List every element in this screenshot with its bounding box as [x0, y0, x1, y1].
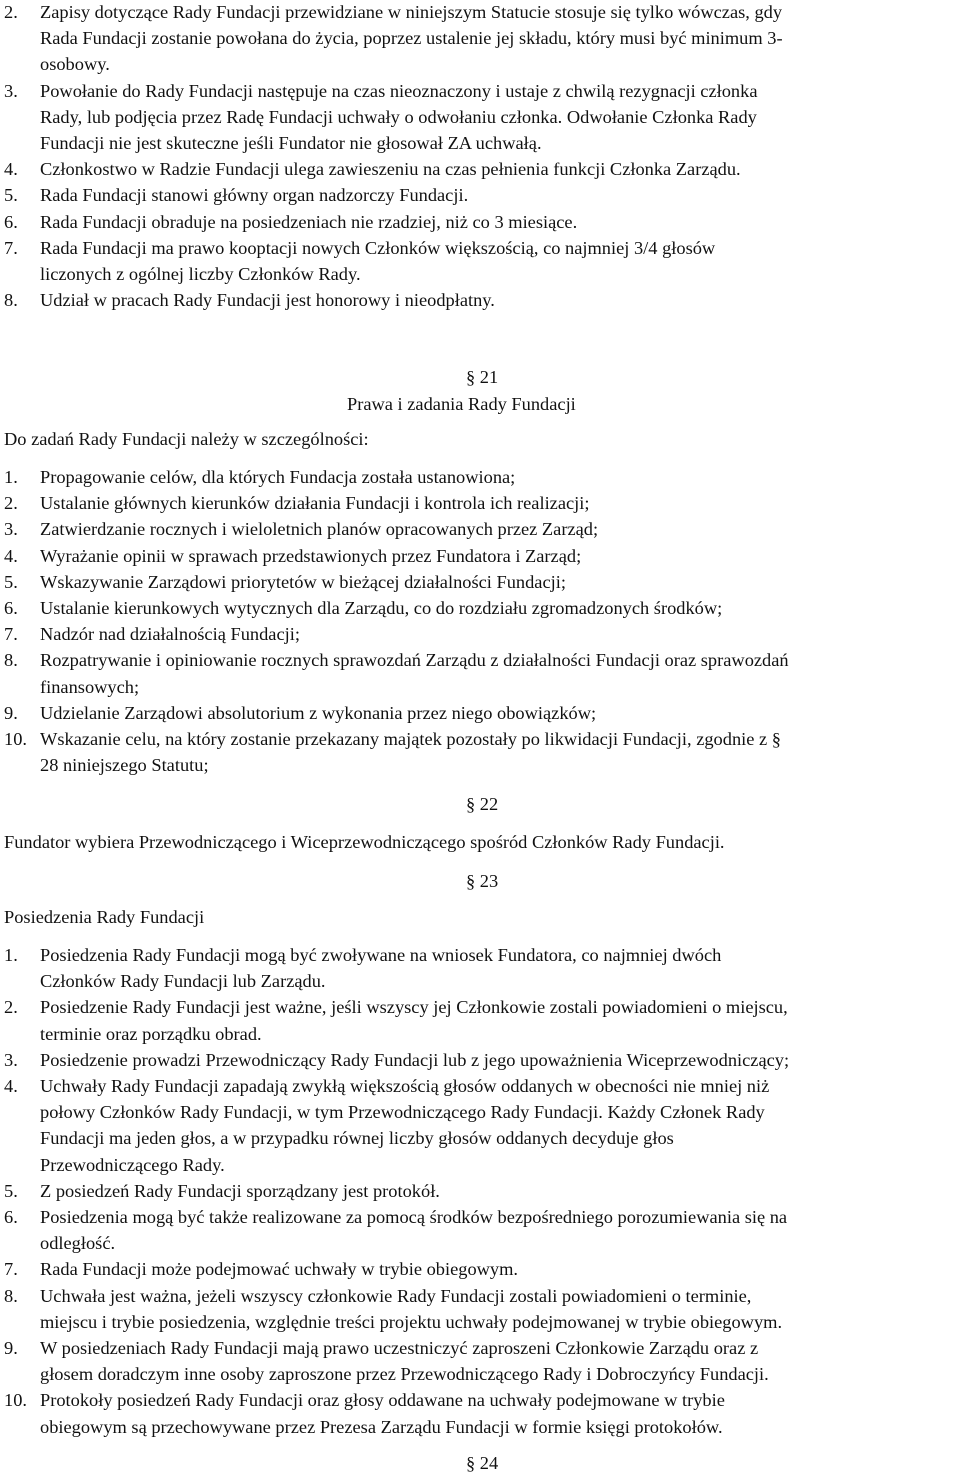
list-item-text: Posiedzenie Rady Fundacji jest ważne, jeśli wszyscy jej Członkowie zostali powiadomieni o miejscu, — [40, 997, 788, 1018]
list-item-number: 9. — [4, 702, 18, 723]
section-intro: Do zadań Rady Fundacji należy w szczególności: — [4, 429, 369, 449]
list-item-text: głosem doradczym inne osoby zaproszone przez Przewodniczącego Rady i Dobroczyńcy Fundacji. — [40, 1364, 769, 1385]
list-item-text: Zatwierdzanie rocznych i wieloletnich planów opracowanych przez Zarząd; — [40, 519, 599, 540]
list-item-number: 4. — [4, 159, 18, 180]
list-item-text: Uchwały Rady Fundacji zapadają zwykłą większością głosów oddanych w obecności nie mniej niż — [40, 1076, 770, 1096]
list-item-number: 7. — [4, 624, 18, 645]
list-item-number: 7. — [4, 237, 18, 258]
list-item-text: Fundacji ma jeden głos, a w przypadku równej liczby głosów oddanych decyduje głos — [40, 1128, 674, 1149]
list-item-number: 2. — [4, 2, 18, 22]
list-item-text: Udzielanie Zarządowi absolutorium z wykonania przez niego obowiązków; — [40, 702, 597, 723]
list-item-text: W posiedzeniach Rady Fundacji mają prawo uczestniczyć zaproszeni Członkowie Zarządu oraz z — [40, 1338, 759, 1358]
list-item-text: Członków Rady Fundacji lub Zarządu. — [40, 971, 326, 992]
list-item-text: osobowy. — [40, 54, 110, 75]
list-item-number: 8. — [4, 1285, 18, 1306]
list-item-number: 5. — [4, 571, 18, 592]
list-item-text: obiegowym są przechowywane przez Prezesa Zarządu Fundacji w formie księgi protokołów. — [40, 1416, 723, 1437]
list-item-text: Posiedzenia Rady Fundacji mogą być zwoływane na wniosek Fundatora, co najmniej dwóch — [40, 945, 722, 965]
list-item-text: Wyrażanie opinii w sprawach przedstawionych przez Fundatora i Zarząd; — [40, 545, 582, 566]
list-item-text: Zapisy dotyczące Rady Fundacji przewidziane w niniejszym Statucie stosuje się tylko wówczas, gdy — [40, 2, 783, 22]
section-title: Posiedzenia Rady Fundacji — [4, 907, 205, 927]
list-item-number: 1. — [4, 467, 18, 487]
list-item-text: finansowych; — [40, 676, 140, 697]
list-item-text: Propagowanie celów, dla których Fundacja została ustanowiona; — [40, 467, 516, 487]
list-item-number: 5. — [4, 185, 18, 206]
list-item-number: 2. — [4, 997, 18, 1018]
section-heading: § 21 — [466, 367, 499, 387]
list-item-text: Protokoły posiedzeń Rady Fundacji oraz głosy oddawane na uchwały podejmowane w trybie — [40, 1390, 725, 1411]
list-item-text: Rada Fundacji może podejmować uchwały w trybie obiegowym. — [40, 1259, 519, 1280]
list-item-number: 8. — [4, 290, 18, 311]
list-item-text: Powołanie do Rady Fundacji następuje na czas nieoznaczony i ustaje z chwilą rezygnacji członka — [40, 80, 758, 101]
list-item-text: Ustalanie kierunkowych wytycznych dla Zarządu, co do rozdziału zgromadzonych środków; — [40, 598, 723, 618]
list-item-text: Rada Fundacji zostanie powołana do życia, poprzez ustalenie jej składu, który musi być minimum 3- — [40, 28, 783, 49]
section-heading: § 23 — [466, 871, 499, 891]
list-item-number: 7. — [4, 1259, 18, 1280]
section-heading: § 24 — [466, 1453, 499, 1473]
section-heading: § 22 — [466, 794, 499, 814]
section-text: Fundator wybiera Przewodniczącego i Wiceprzewodniczącego spośród Członków Rady Fundacji. — [4, 832, 725, 852]
list-item-text: Rada Fundacji stanowi główny organ nadzorczy Fundacji. — [40, 185, 469, 206]
list-item-number: 4. — [4, 1076, 18, 1096]
list-item-number: 10. — [4, 1390, 27, 1411]
list-item-number: 5. — [4, 1180, 18, 1201]
list-item-number: 6. — [4, 1207, 18, 1227]
list-item-text: połowy Członków Rady Fundacji, w tym Przewodniczącego Rady Fundacji. Każdy Członek Rady — [40, 1102, 765, 1123]
list-item-text: 28 niniejszego Statutu; — [40, 755, 209, 776]
list-item-number: 9. — [4, 1338, 18, 1358]
list-item-text: Członkostwo w Radzie Fundacji ulega zawieszeniu na czas pełnienia funkcji Członka Zarządu. — [40, 159, 741, 180]
list-item-text: miejscu i trybie posiedzenia, względnie treści projektu uchwały podejmowanej w trybie obiegowym. — [40, 1311, 783, 1332]
list-item-text: terminie oraz porządku obrad. — [40, 1023, 262, 1044]
list-item-text: liczonych z ogólnej liczby Członków Rady. — [40, 264, 361, 284]
list-item-text: Uchwała jest ważna, jeżeli wszyscy członkowie Rady Fundacji zostali powiadomieni o terminie, — [40, 1285, 752, 1306]
list-item-text: Wskazanie celu, na który zostanie przekazany majątek pozostały po likwidacji Fundacji, zgodnie z § — [40, 729, 781, 749]
list-item-text: Wskazywanie Zarządowi priorytetów w bieżącej działalności Fundacji; — [40, 571, 566, 592]
list-item-number: 4. — [4, 545, 18, 566]
list-item-number: 6. — [4, 598, 18, 618]
list-item-text: Posiedzenie prowadzi Przewodniczący Rady Fundacji lub z jego upoważnienia Wiceprzewodniczący; — [40, 1049, 790, 1070]
list-item-text: Z posiedzeń Rady Fundacji sporządzany jest protokół. — [40, 1180, 440, 1201]
list-item-text: Rady, lub podjęcia przez Radę Fundacji uchwały o odwołaniu członka. Odwołanie Członka Rady — [40, 106, 757, 127]
list-item-text: Rada Fundacji obraduje na posiedzeniach nie rzadziej, niż co 3 miesiące. — [40, 211, 578, 232]
list-item-number: 2. — [4, 493, 18, 514]
list-item-text: Rada Fundacji ma prawo kooptacji nowych Członków większością, co najmniej 3/4 głosów — [40, 237, 716, 258]
list-item-number: 8. — [4, 650, 18, 671]
list-item-text: Nadzór nad działalnością Fundacji; — [40, 624, 300, 645]
list-item-number: 3. — [4, 1049, 18, 1070]
list-item-text: odległość. — [40, 1233, 116, 1254]
list-item-text: Rozpatrywanie i opiniowanie rocznych sprawozdań Zarządu z działalności Fundacji oraz sprawozdań — [40, 650, 789, 671]
list-item-number: 10. — [4, 729, 27, 749]
list-item-number: 3. — [4, 519, 18, 540]
list-item-text: Fundacji nie jest skuteczne jeśli Fundator nie głosował ZA uchwałą. — [40, 133, 542, 153]
list-item-number: 6. — [4, 211, 18, 232]
list-item-text: Ustalanie głównych kierunków działania Fundacji i kontrola ich realizacji; — [40, 493, 590, 514]
list-item-text: Posiedzenia mogą być także realizowane za pomocą środków bezpośredniego porozumiewania się na — [40, 1207, 788, 1227]
list-item-text: Udział w pracach Rady Fundacji jest honorowy i nieodpłatny. — [40, 290, 495, 311]
list-item-number: 1. — [4, 945, 18, 965]
list-item-text: Przewodniczącego Rady. — [40, 1154, 225, 1175]
section-title: Prawa i zadania Rady Fundacji — [347, 394, 576, 414]
list-item-number: 3. — [4, 80, 18, 101]
